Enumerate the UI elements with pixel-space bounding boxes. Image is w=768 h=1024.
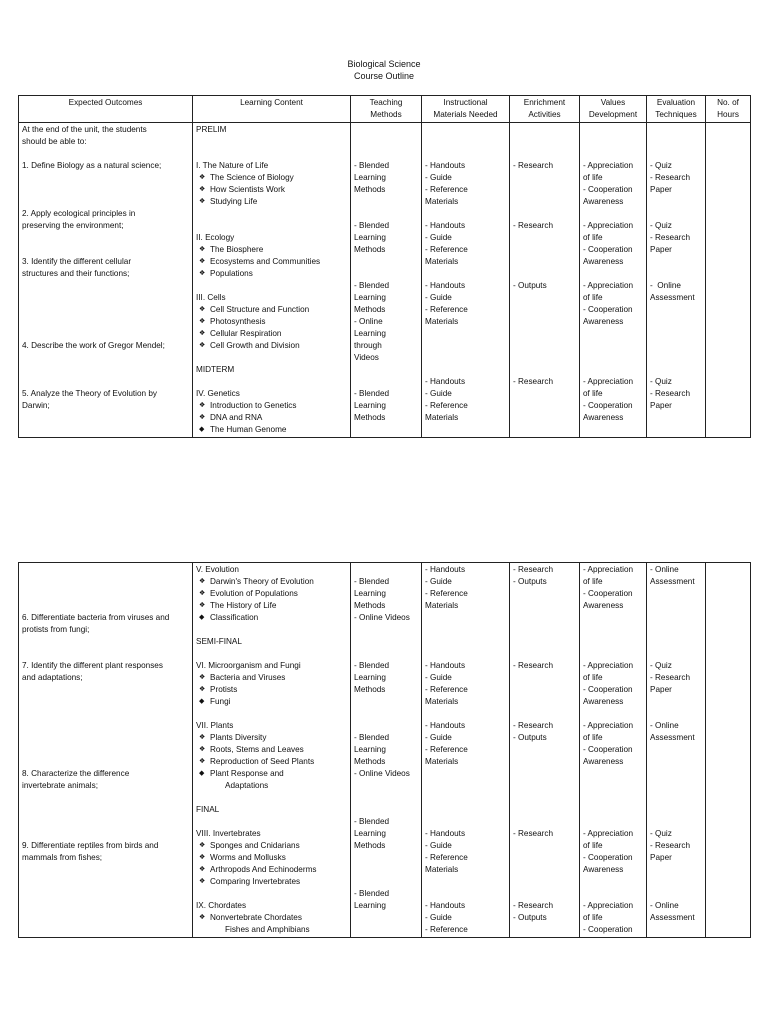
list-item: ❖ Cell Structure and Function <box>196 304 347 316</box>
enrichment-block-1: - Research <box>513 161 554 170</box>
values-block-3: - Appreciation of life - Cooperation Awareness <box>583 281 634 326</box>
evaluation-block-3: - Online Assessment <box>650 281 695 302</box>
list-item: ❖ Populations <box>196 268 347 280</box>
materials-block-5: - Handouts - Guide - Reference Materials <box>425 565 468 610</box>
evaluation-techniques-cell <box>647 563 706 938</box>
materials-block-1: - Handouts - Guide - Reference Materials <box>425 161 468 206</box>
unit-8-title: VIII. Invertebrates <box>196 829 261 838</box>
method-block-9: - Blended Learning <box>354 889 390 910</box>
instructional-materials-cell <box>422 563 510 938</box>
values-block-1: - Appreciation of life - Cooperation Awareness <box>583 161 634 206</box>
header-instructional-materials: Instructional Materials Needed <box>422 96 510 123</box>
list-item: ❖ How Scientists Work <box>196 184 347 196</box>
evaluation-block-8: - Quiz - Research Paper <box>650 829 691 862</box>
list-item: ❖ Darwin's Theory of Evolution <box>196 576 347 588</box>
unit-7-title: VII. Plants <box>196 721 234 730</box>
values-block-6: - Appreciation of life - Cooperation Awareness <box>583 661 634 706</box>
list-item-continuation: Fishes and Amphibians <box>225 925 310 934</box>
values-development-cell <box>580 563 647 938</box>
list-item: ❖ The History of Life <box>196 600 347 612</box>
evaluation-techniques-cell <box>647 123 706 438</box>
term-semifinal: SEMI-FINAL <box>196 637 242 646</box>
evaluation-block-5: - Online Assessment <box>650 565 695 586</box>
list-item: ❖ Introduction to Genetics <box>196 400 347 412</box>
title-line: Biological Science <box>347 59 421 69</box>
evaluation-block-2: - Quiz - Research Paper <box>650 221 691 254</box>
list-item: ❖ Reproduction of Seed Plants <box>196 756 347 768</box>
body-row <box>19 563 751 938</box>
materials-block-2: - Handouts - Guide - Reference Materials <box>425 221 468 266</box>
evaluation-block-6: - Quiz - Research Paper <box>650 661 691 694</box>
outcome-7: 7. Identify the different plant responses and adaptations; <box>22 661 163 682</box>
method-block-1: - Blended Learning Methods <box>354 161 390 194</box>
materials-block-4: - Handouts - Guide - Reference Materials <box>425 377 468 422</box>
method-block-2: - Blended Learning Methods <box>354 221 390 254</box>
values-block-8: - Appreciation of life - Cooperation Awareness <box>583 829 634 874</box>
unit-1-title: I. The Nature of Life <box>196 161 269 170</box>
learning-content-cell <box>193 123 351 438</box>
list-item: ❖ DNA and RNA <box>196 412 347 424</box>
list-item: ❖ Roots, Stems and Leaves <box>196 744 347 756</box>
values-block-7: - Appreciation of life - Cooperation Awareness <box>583 721 634 766</box>
list-item: ◆ The Human Genome <box>196 424 347 436</box>
unit-2-title: II. Ecology <box>196 233 235 242</box>
list-item: ❖ The Biosphere <box>196 244 347 256</box>
list-item: ❖ Sponges and Cnidarians <box>196 840 347 852</box>
materials-block-8: - Handouts - Guide - Reference Materials <box>425 829 468 874</box>
evaluation-block-1: - Quiz - Research Paper <box>650 161 691 194</box>
enrichment-block-6: - Research <box>513 661 554 670</box>
expected-outcomes-cell <box>19 563 193 938</box>
materials-block-9: - Handouts - Guide - Reference <box>425 901 468 934</box>
list-item: ❖ Nonvertebrate Chordates <box>196 912 347 924</box>
method-block-4: - Blended Learning Methods <box>354 389 390 422</box>
list-item: ❖ The Science of Biology <box>196 172 347 184</box>
list-item: ◆ Classification <box>196 612 347 624</box>
enrichment-block-7: - Research - Outputs <box>513 721 554 742</box>
teaching-methods-cell <box>351 123 422 438</box>
values-development-cell <box>580 123 647 438</box>
expected-outcomes-cell <box>19 123 193 438</box>
subtitle-line: Course Outline <box>353 71 415 81</box>
unit-4-title: IV. Genetics <box>196 389 240 398</box>
values-block-5: - Appreciation of life - Cooperation Awareness <box>583 565 634 610</box>
header-values-development: Values Development <box>580 96 647 123</box>
values-block-9: - Appreciation of life - Cooperation <box>583 901 634 934</box>
outcome-9: 9. Differentiate reptiles from birds and mammals from fishes; <box>22 841 159 862</box>
term-midterm: MIDTERM <box>196 365 235 374</box>
list-item: ❖ Ecosystems and Communities <box>196 256 347 268</box>
course-outline-table-2 <box>18 562 751 938</box>
instructional-materials-cell <box>422 123 510 438</box>
method-block-5: - Blended Learning Methods - Online Videos <box>354 577 410 622</box>
term-final: FINAL <box>196 805 220 814</box>
enrichment-block-3: - Outputs <box>513 281 547 290</box>
enrichment-block-9: - Research - Outputs <box>513 901 554 922</box>
list-item: ❖ Bacteria and Viruses <box>196 672 347 684</box>
evaluation-block-9: - Online Assessment <box>650 901 695 922</box>
outcome-6: 6. Differentiate bacteria from viruses and protists from fungi; <box>22 613 170 634</box>
header-row <box>19 96 751 123</box>
list-item: ❖ Protists <box>196 684 347 696</box>
list-item: ❖ Studying Life <box>196 196 347 208</box>
list-item: ❖ Comparing Invertebrates <box>196 876 347 888</box>
method-block-7: - Blended Learning Methods - Online Videos <box>354 733 410 778</box>
header-teaching-methods: Teaching Methods <box>351 96 422 123</box>
method-block-6: - Blended Learning Methods <box>354 661 390 694</box>
outcome-4: 4. Describe the work of Gregor Mendel; <box>22 341 165 350</box>
header-expected-outcomes: Expected Outcomes <box>19 96 193 123</box>
enrichment-block-8: - Research <box>513 829 554 838</box>
course-outline-table-1 <box>18 95 751 438</box>
method-block-8: - Blended Learning Methods <box>354 817 390 850</box>
hours-cell <box>706 563 751 938</box>
enrichment-block-5: - Research - Outputs <box>513 565 554 586</box>
list-item: ❖ Cellular Respiration <box>196 328 347 340</box>
materials-block-7: - Handouts - Guide - Reference Materials <box>425 721 468 766</box>
list-item: ◆ Plant Response and <box>196 768 347 780</box>
list-item: ❖ Plants Diversity <box>196 732 347 744</box>
values-block-4: - Appreciation of life - Cooperation Awareness <box>583 377 634 422</box>
evaluation-block-4: - Quiz - Research Paper <box>650 377 691 410</box>
evaluation-block-7: - Online Assessment <box>650 721 695 742</box>
header-learning-content: Learning Content <box>193 96 351 123</box>
hours-cell <box>706 123 751 438</box>
list-item: ❖ Photosynthesis <box>196 316 347 328</box>
document-title <box>0 58 768 82</box>
enrichment-block-4: - Research <box>513 377 554 386</box>
teaching-methods-cell <box>351 563 422 938</box>
method-block-3: - Blended Learning Methods - Online Learning through Videos <box>354 281 390 362</box>
materials-block-6: - Handouts - Guide - Reference Materials <box>425 661 468 706</box>
outcome-8: 8. Characterize the difference invertebrate animals; <box>22 769 130 790</box>
learning-content-cell <box>193 563 351 938</box>
values-block-2: - Appreciation of life - Cooperation Awareness <box>583 221 634 266</box>
list-item: ❖ Cell Growth and Division <box>196 340 347 352</box>
outcome-3: 3. Identify the different cellular structures and their functions; <box>22 257 132 278</box>
outcome-5: 5. Analyze the Theory of Evolution by Darwin; <box>22 389 158 410</box>
body-row <box>19 123 751 438</box>
enrichment-block-2: - Research <box>513 221 554 230</box>
header-evaluation-techniques: Evaluation Techniques <box>647 96 706 123</box>
materials-block-3: - Handouts - Guide - Reference Materials <box>425 281 468 326</box>
list-item: ◆ Fungi <box>196 696 347 708</box>
outcome-2: 2. Apply ecological principles in preserving the environment; <box>22 209 136 230</box>
enrichment-activities-cell <box>510 123 580 438</box>
list-item: ❖ Evolution of Populations <box>196 588 347 600</box>
outcome-1: 1. Define Biology as a natural science; <box>22 161 162 170</box>
header-enrichment-activities: Enrichment Activities <box>510 96 580 123</box>
list-item: ❖ Arthropods And Echinoderms <box>196 864 347 876</box>
enrichment-activities-cell <box>510 563 580 938</box>
unit-6-title: VI. Microorganism and Fungi <box>196 661 301 670</box>
unit-3-title: III. Cells <box>196 293 226 302</box>
unit-9-title: IX. Chordates <box>196 901 247 910</box>
header-no-of-hours: No. of Hours <box>706 96 751 123</box>
list-item: ❖ Worms and Mollusks <box>196 852 347 864</box>
outcome-intro: At the end of the unit, the students should be able to: <box>22 125 147 146</box>
unit-5-title: V. Evolution <box>196 565 239 574</box>
term-prelim: PRELIM <box>196 125 227 134</box>
list-item-continuation: Adaptations <box>225 781 269 790</box>
